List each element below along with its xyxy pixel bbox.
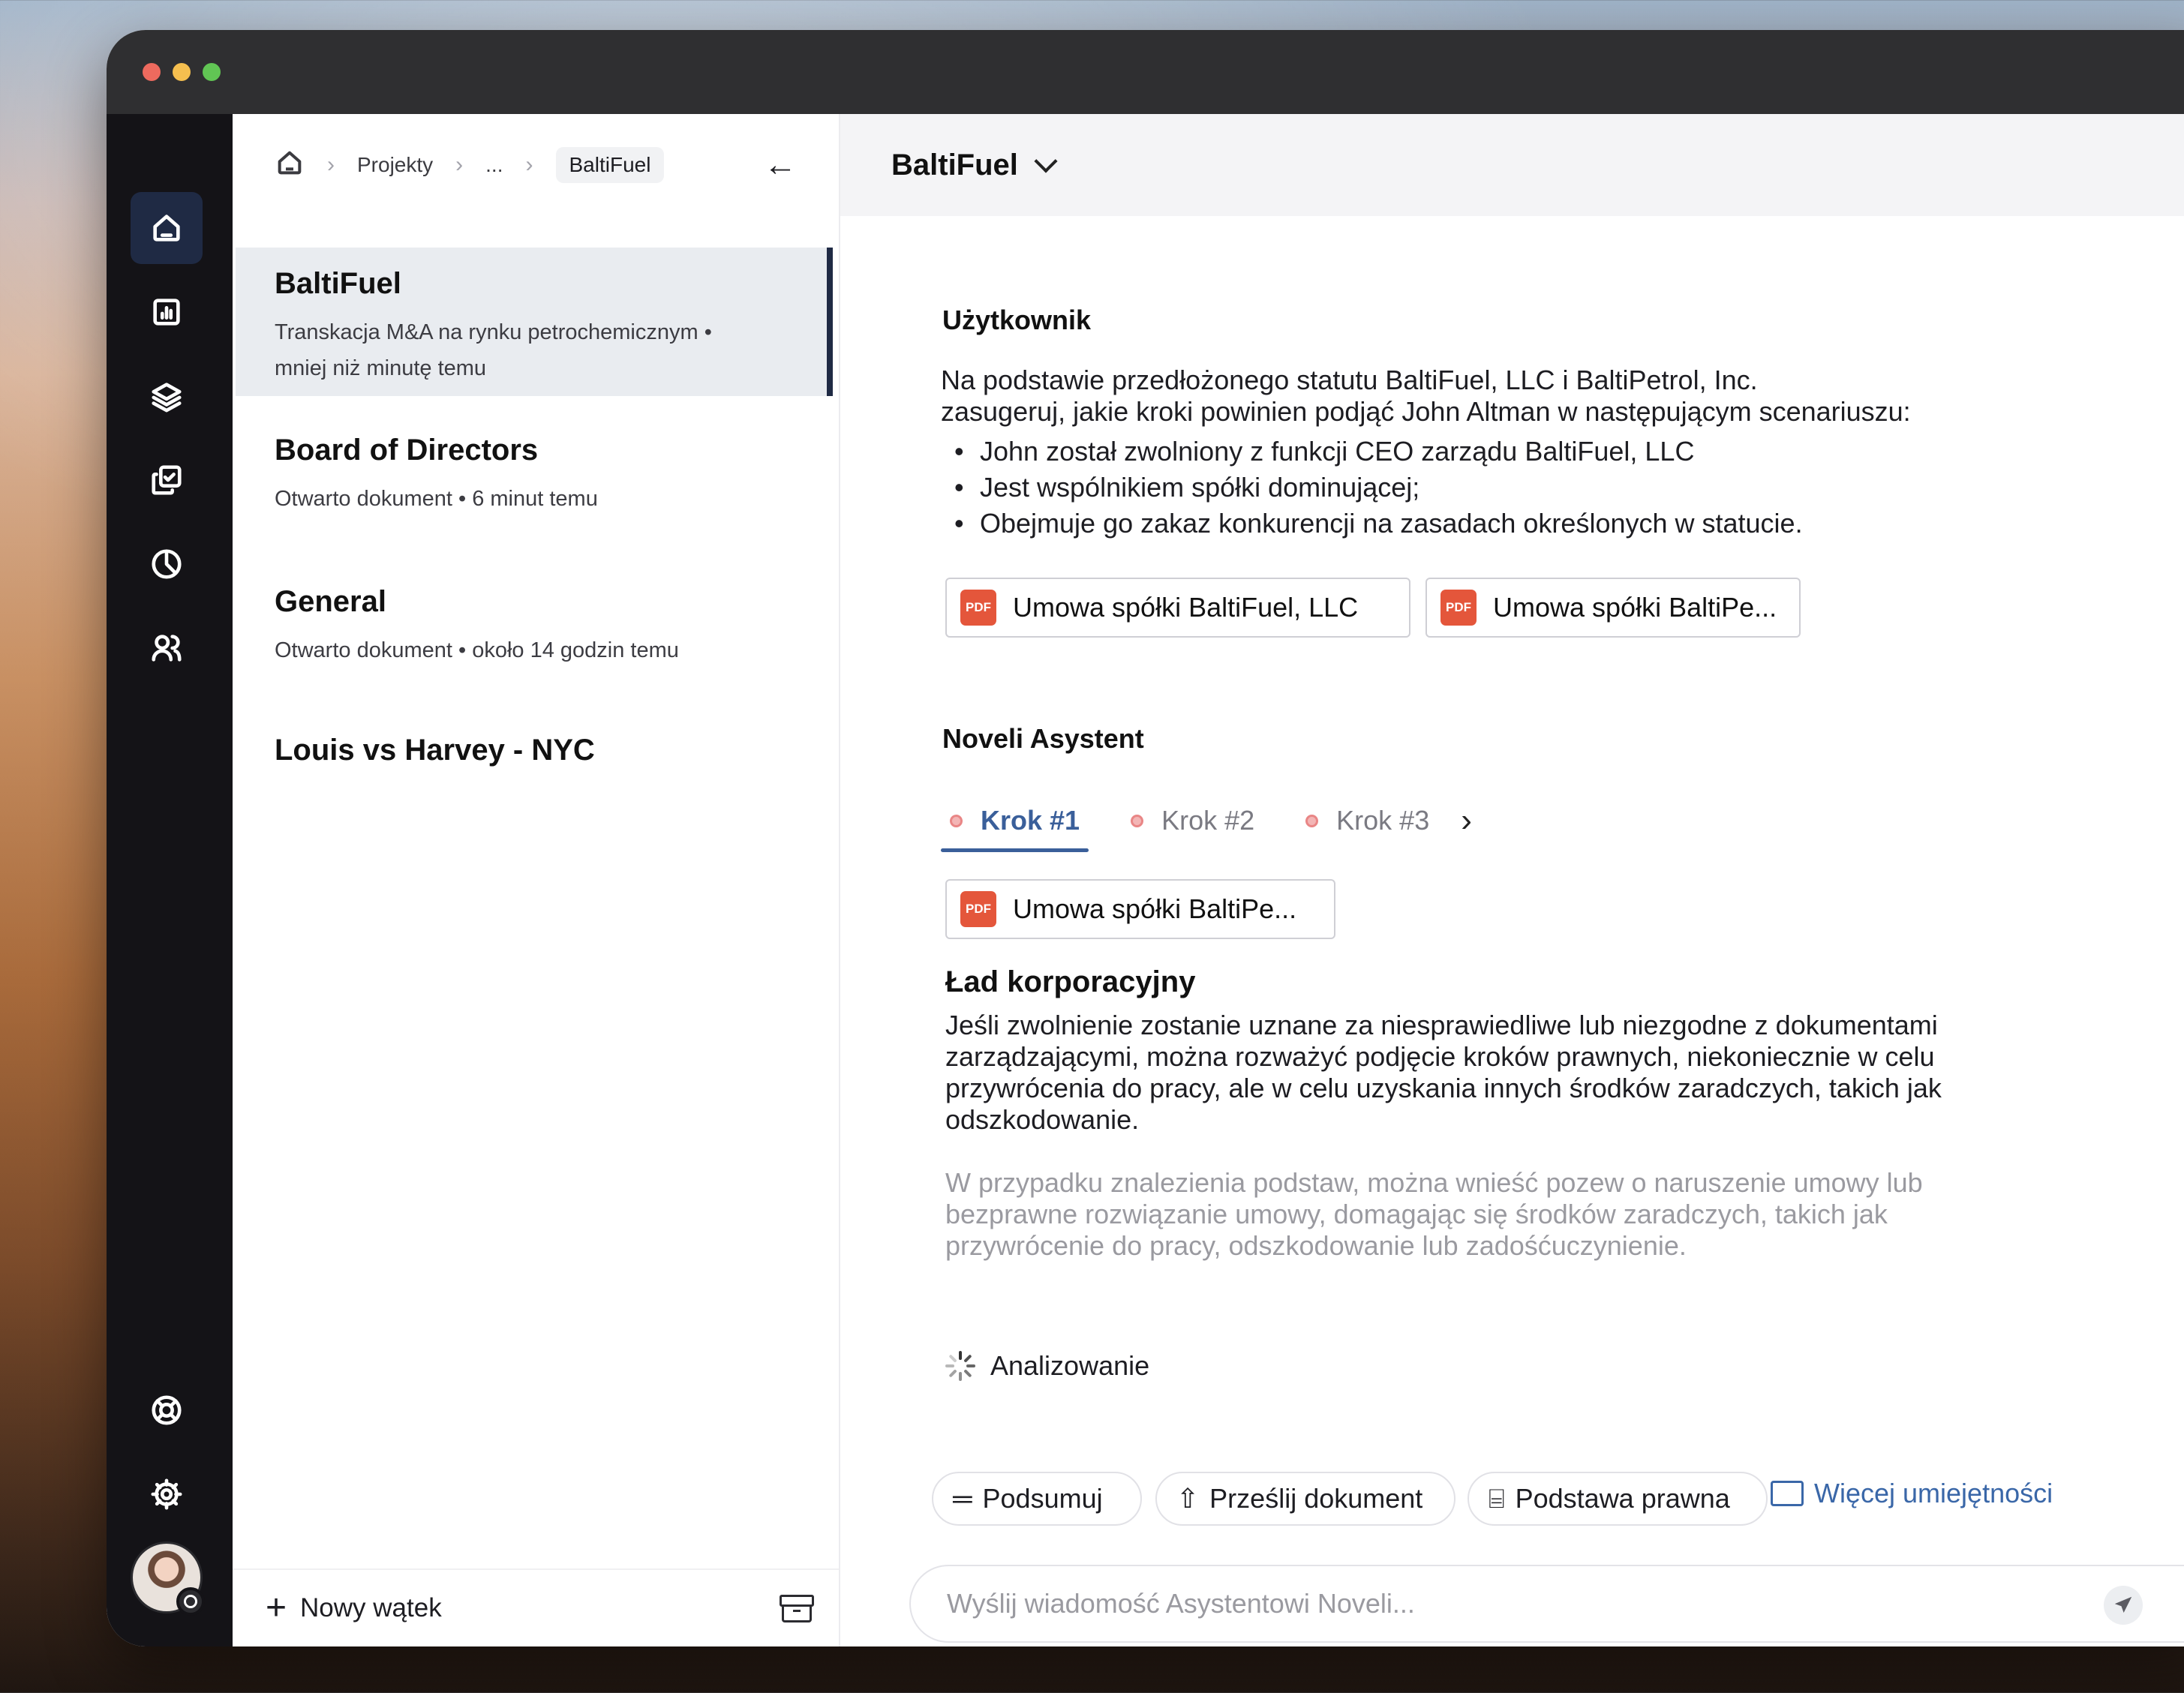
message-input[interactable] <box>909 1565 2184 1643</box>
analyzing-status <box>945 1350 1149 1382</box>
send-icon <box>2112 1594 2134 1616</box>
bullet-item: • Jest wspólnikiem spółki dominującej; <box>941 470 1803 506</box>
bullet-item: • Obejmuje go zakaz konkurencji na zasadach określonych w statucie. <box>941 506 1803 542</box>
pdf-file-icon: PDF <box>960 590 996 626</box>
thread-title: Louis vs Harvey - NYC <box>275 734 595 767</box>
tab-step-1[interactable] <box>941 789 1089 852</box>
chat-main <box>840 114 2184 1646</box>
attachment-name: Umowa spółki BaltiPe... <box>1013 893 1297 924</box>
user-bullets <box>941 434 1803 542</box>
pie-chart-icon <box>149 547 184 581</box>
assistant-label: Noveli Asystent <box>942 723 1144 754</box>
scan-text-icon: ⌸ <box>1489 1482 1505 1514</box>
pdf-file-icon: PDF <box>960 891 996 927</box>
chevron-right-icon: › <box>455 152 464 177</box>
user-avatar[interactable] <box>131 1541 203 1613</box>
skill-label: Podstawa prawna <box>1515 1483 1730 1514</box>
bullet-item: • John został zwolniony z funkcji CEO zarządu BaltiFuel, LLC <box>941 434 1803 470</box>
lifebuoy-icon <box>149 1393 184 1427</box>
plus-icon: + <box>266 1588 287 1628</box>
fade-overlay <box>945 1292 2041 1323</box>
attachment-name: Umowa spółki BaltiFuel, LLC <box>1013 592 1359 623</box>
step-dot-icon <box>1131 815 1143 827</box>
text-cursor-icon <box>1771 1481 1804 1506</box>
spinner-icon <box>945 1351 975 1381</box>
send-button[interactable] <box>2104 1586 2143 1625</box>
section-title: Ład korporacyjny <box>945 965 1196 998</box>
more-skills-label: Więcej umiejętności <box>1814 1478 2053 1508</box>
assistant-paragraph-streaming: W przypadku znalezienia podstaw, można wnieść pozew o naruszenie umowy lub bezprawne rozwiązanie umowy, domagając się środków zaradczych, takich jak przywrócenie do pracy, odszkodowanie lub zadośćuczynienie. <box>945 1167 1923 1261</box>
chevron-down-icon[interactable] <box>1034 149 1057 173</box>
bar-chart-icon <box>149 295 184 329</box>
users-icon <box>149 631 184 665</box>
user-message-line: Na podstawie przedłożonego statutu BaltiFuel, LLC i BaltiPetrol, Inc. <box>941 365 1758 395</box>
rail-layers-button[interactable] <box>131 360 203 432</box>
new-thread-button[interactable]: Nowy wątek <box>300 1593 442 1622</box>
tab-label: Krok #2 <box>1161 805 1255 836</box>
thread-title: General <box>275 585 386 618</box>
workspace-badge-icon <box>176 1587 205 1616</box>
user-label: Użytkownik <box>942 305 1092 335</box>
tab-label: Krok #3 <box>1336 805 1430 836</box>
rail-settings-button[interactable] <box>131 1458 203 1530</box>
attachment-chip[interactable] <box>945 578 1410 638</box>
title-bar <box>107 30 2184 114</box>
rail-reports-button[interactable] <box>131 528 203 600</box>
app-window <box>107 30 2184 1646</box>
rail-team-button[interactable] <box>131 612 203 684</box>
close-window-button[interactable] <box>143 63 161 81</box>
thread-subtitle: Transkacja M&A na rynku petrochemicznym • <box>275 320 712 344</box>
skill-label: Prześlij dokument <box>1209 1483 1423 1514</box>
step-dot-icon <box>950 815 963 827</box>
tab-step-2[interactable] <box>1122 789 1263 852</box>
chevron-right-icon: › <box>327 152 335 177</box>
gear-icon <box>149 1477 184 1511</box>
arrow-left-icon[interactable]: ← <box>764 146 797 183</box>
rail-home-button[interactable] <box>131 192 203 264</box>
thread-item-general[interactable] <box>236 585 833 698</box>
threads-panel <box>233 114 840 1646</box>
breadcrumb-current[interactable]: BaltiFuel <box>556 147 665 183</box>
legal-basis-button[interactable] <box>1468 1472 1768 1526</box>
user-message-line: zasugeruj, jakie kroki powinien podjąć John Altman w następującym scenariuszu: <box>941 396 1911 427</box>
lines-icon: ═ <box>953 1483 972 1514</box>
nav-rail <box>107 114 233 1646</box>
minimize-window-button[interactable] <box>173 63 191 81</box>
assistant-paragraph: Jeśli zwolnienie zostanie uznane za niesprawiedliwe lub niezgodne z dokumentami zarządzającymi, można rozważyć podjęcie kroków prawnych, niekoniecznie w celu przywrócenia do pracy, ale w celu uzyskania innych środków zaradczych, takich jak odszkodowanie. <box>945 1010 1942 1135</box>
tab-step-3[interactable] <box>1296 789 1438 852</box>
conversation-header <box>840 114 2184 216</box>
pdf-file-icon: PDF <box>1440 590 1477 626</box>
thread-item-louis-harvey[interactable] <box>236 734 833 794</box>
thread-subtitle: Otwarto dokument • 6 minut temu <box>275 487 598 511</box>
thread-footer <box>233 1568 839 1646</box>
home-icon <box>149 211 184 245</box>
chevron-right-icon[interactable]: › <box>1461 802 1472 839</box>
skill-label: Podsumuj <box>982 1483 1103 1514</box>
message-input-placeholder: Wyślij wiadomość Asystentowi Noveli... <box>947 1588 1415 1619</box>
thread-title: BaltiFuel <box>275 267 401 300</box>
rail-help-button[interactable] <box>131 1374 203 1446</box>
checklist-icon <box>149 463 184 497</box>
archive-icon[interactable] <box>782 1595 812 1622</box>
rail-analytics-button[interactable] <box>131 276 203 348</box>
layers-icon <box>149 379 184 413</box>
step-tabs <box>941 789 1472 852</box>
upload-document-button[interactable] <box>1155 1472 1455 1526</box>
thread-subtitle: Otwarto dokument • około 14 godzin temu <box>275 638 679 662</box>
breadcrumb-home[interactable] <box>275 148 305 183</box>
thread-item-baltifuel[interactable] <box>236 248 833 396</box>
rail-tasks-button[interactable] <box>131 444 203 516</box>
thread-subtitle: mniej niż minutę temu <box>275 356 487 380</box>
breadcrumb <box>233 114 839 216</box>
zoom-window-button[interactable] <box>203 63 221 81</box>
thread-title: Board of Directors <box>275 434 539 467</box>
tab-label: Krok #1 <box>981 805 1080 836</box>
home-icon <box>275 148 305 178</box>
analyzing-label: Analizowanie <box>990 1350 1150 1381</box>
attachment-name: Umowa spółki BaltiPe... <box>1493 592 1777 623</box>
conversation-title[interactable]: BaltiFuel <box>891 148 1018 182</box>
summarize-button[interactable] <box>932 1472 1142 1526</box>
more-skills-link[interactable] <box>1771 1478 2053 1509</box>
attachment-chip[interactable] <box>1425 578 1801 638</box>
breadcrumb-ellipsis[interactable]: ... <box>485 153 503 176</box>
step-dot-icon <box>1305 815 1318 827</box>
thread-item-board[interactable] <box>236 434 833 546</box>
step-attachment-chip[interactable] <box>945 879 1335 939</box>
breadcrumb-projects[interactable]: Projekty <box>357 153 434 176</box>
share-upload-icon: ⇧ <box>1176 1483 1200 1514</box>
chevron-right-icon: › <box>525 152 533 177</box>
